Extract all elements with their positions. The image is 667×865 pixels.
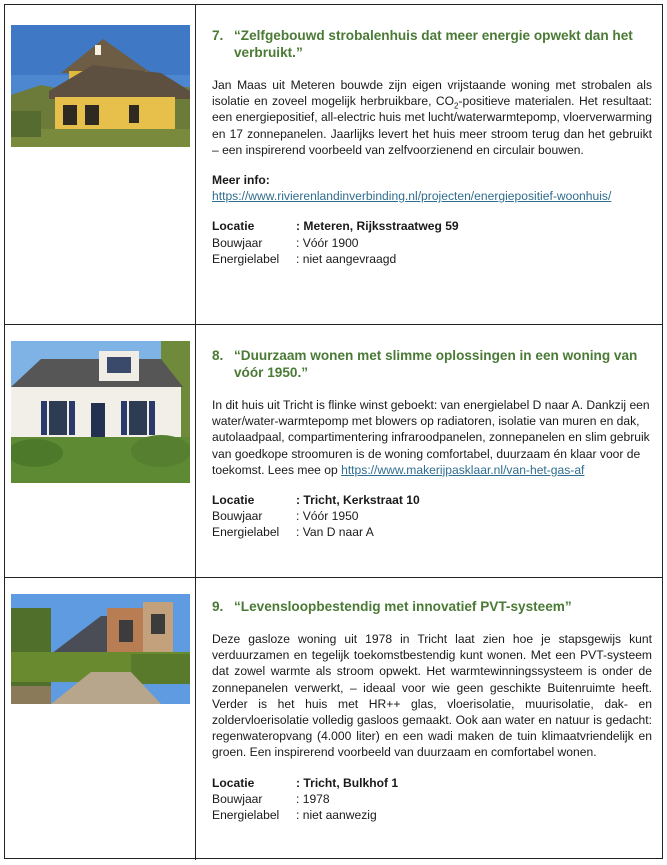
table-row — [5, 578, 662, 860]
project-link[interactable]: https://www.rivierenlandinverbinding.nl/projecten/energiepositief-woonhuis/ — [212, 189, 612, 204]
year-label: Bouwjaar — [212, 509, 263, 524]
year-label: Bouwjaar — [212, 791, 263, 806]
energy-label-value: : Van D naar A — [296, 525, 374, 540]
item-title-text: “Zelfgebouwd strobalenhuis dat meer energie opwekt dan het verbruikt.” — [234, 28, 633, 60]
year-label: Bouwjaar — [212, 235, 263, 250]
year-value: : 1978 — [296, 791, 330, 806]
column-divider — [195, 5, 196, 324]
energy-label-value: : niet aangevraagd — [296, 251, 397, 266]
year-value: : Vóór 1900 — [296, 235, 359, 250]
item-number: 7. — [212, 28, 224, 43]
item-title — [212, 598, 652, 615]
energy-label-label: Energielabel — [212, 525, 280, 540]
item-description: Jan Maas uit Meteren bouwde zijn eigen vrijstaande woning met strobalen als isolatie en zoveel mogelijk herbruikbare, $CO_2$-positieve materialen. Het resultaat: een energiepositief, all-electric huis met lucht/waterwarmtepomp, vloerverwarming en 17 zonnepanelen. Jaarlijks levert het huis meer stroom terug dan het gebruikt – een inspirerend voorbeeld van zelfvoorzienend en circulair bouwen. — [212, 78, 652, 157]
location-value: : Tricht, Bulkhof 1 — [296, 775, 399, 790]
item-description: In dit huis uit Tricht is flinke winst geboekt: van energielabel D naar A. Dankzij een water/water-warmtepomp met blowers op radiatoren, isolatie van muren en dak, autolaadpaal, compartimentering infraroodpanelen, zonnepanelen en slim gebruik van goedkope stroomuren is de woning comfortabel, duurzaam én klaar voor de toekomst. Lees mee op https://www.makerijpasklaar.nl/van-het-gas-af — [212, 398, 650, 477]
item-number: 8. — [212, 348, 224, 363]
house-photo-strawbale — [11, 25, 190, 147]
item-facts — [212, 492, 652, 541]
more-info-label: Meer info: — [212, 173, 270, 188]
item-facts — [212, 775, 652, 824]
item-title-text: “Levensloopbestendig met innovatief PVT-systeem” — [234, 599, 572, 614]
location-value: : Meteren, Rijksstraatweg 59 — [296, 219, 459, 234]
item-facts — [212, 218, 652, 267]
more-info — [212, 172, 652, 204]
column-divider — [195, 578, 196, 860]
item-number: 9. — [212, 599, 224, 614]
location-label: Locatie — [212, 219, 255, 234]
location-value: : Tricht, Kerkstraat 10 — [296, 493, 420, 508]
energy-label-label: Energielabel — [212, 251, 280, 266]
projects-table — [4, 4, 663, 859]
location-label: Locatie — [212, 493, 255, 508]
item-title-text: “Duurzaam wonen met slimme oplossingen in een woning van vóór 1950.” — [234, 348, 638, 380]
project-link[interactable]: https://www.makerijpasklaar.nl/van-het-gas-af — [341, 462, 585, 477]
item-description: Deze gasloze woning uit 1978 in Tricht laat zien hoe je stapsgewijs kunt verduurzamen en tegelijk toekomstbestendig kunt wonen. Met een PVT-systeem dat zowel warmte als stroom opwekt. Het warmtewinningssysteem is onder de zonnepanelen verwerkt, – ideaal voor wie geen geschikte Buitenruimte heeft. Verder is het huis met HR++ glas, vloerisolatie, muurisolatie, dak- en zoldervloerisolatie volledig gasloos gemaakt. Ook aan water en natuur is gedacht: regenwateropvang (4.000 liter) en een wadi maken de tuin klimaatvriendelijk en groen. Een inspirerend voorbeeld van duurzaam en comfortabel wonen. — [212, 632, 652, 760]
item-title — [212, 27, 652, 61]
house-photo-tricht-kerkstraat — [11, 341, 190, 483]
item-title — [212, 347, 652, 381]
table-row — [5, 5, 662, 325]
year-value: : Vóór 1950 — [296, 509, 359, 524]
location-label: Locatie — [212, 775, 255, 790]
energy-label-value: : niet aanwezig — [296, 808, 377, 823]
house-photo-tricht-bulkhof — [11, 594, 190, 704]
table-row — [5, 325, 662, 578]
energy-label-label: Energielabel — [212, 808, 280, 823]
column-divider — [195, 325, 196, 577]
